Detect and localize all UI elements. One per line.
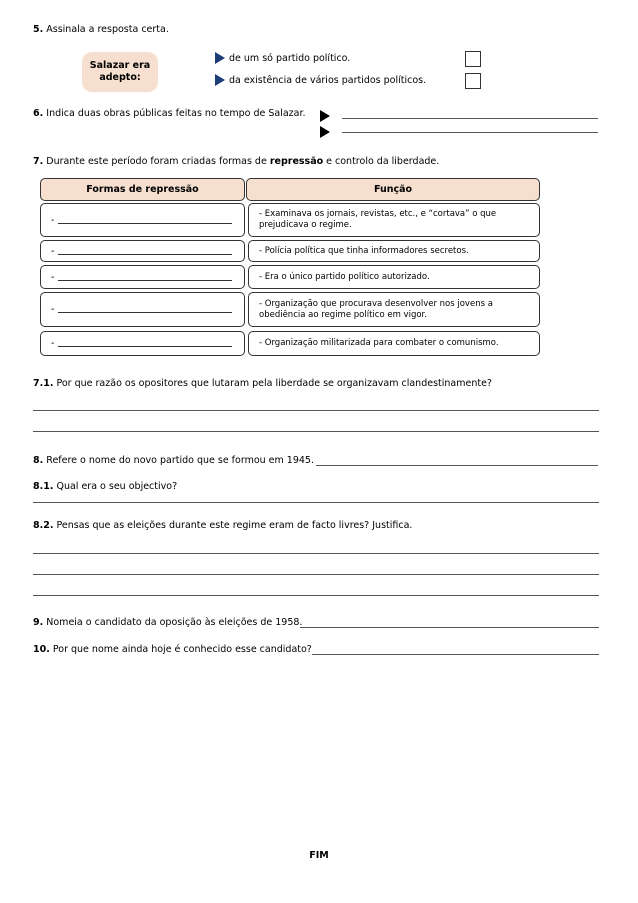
question-7 — [33, 156, 439, 167]
question-text: Pensas que as eleições durante este regime eram de facto livres? Justifica. — [56, 520, 413, 531]
question-number: 10. — [33, 644, 50, 655]
question-text-bold: repressão — [269, 156, 324, 167]
question-number: 8.1. — [33, 481, 54, 492]
question-text: Por que nome ainda hoje é conhecido esse candidato? — [52, 644, 312, 655]
dash-marker: - — [51, 214, 55, 226]
question-number: 7. — [33, 156, 44, 167]
question-text: Nomeia o candidato da oposição às eleições de 1958. — [46, 617, 303, 628]
table-row-function-cell — [248, 331, 540, 356]
question-text: Refere o nome do novo partido que se formou em 1945. — [46, 455, 315, 466]
option-2-checkbox[interactable] — [465, 73, 481, 89]
answer-line[interactable] — [33, 431, 599, 432]
question-number: 8. — [33, 455, 44, 466]
question-8 — [33, 455, 314, 466]
answer-line[interactable] — [312, 654, 599, 655]
page-footer: FIM — [309, 850, 329, 861]
question-text: Qual era o seu objectivo? — [56, 481, 178, 492]
question-text: Assinala a resposta certa. — [46, 24, 169, 35]
table-row-function-cell — [248, 203, 540, 237]
table-row-function-cell — [248, 240, 540, 262]
question-8-2 — [33, 520, 412, 531]
function-text: - Polícia política que tinha informadores secretos. — [259, 245, 469, 256]
function-text: - Organização que procurava desenvolver nos jovens a obediência ao regime político em vigor. — [259, 298, 493, 320]
answer-line[interactable] — [58, 346, 232, 347]
question-number: 7.1. — [33, 378, 54, 389]
question-9 — [33, 617, 302, 628]
table-row-form-cell[interactable] — [40, 292, 245, 327]
table-row-form-cell[interactable] — [40, 331, 245, 356]
triangle-bullet-icon — [215, 52, 225, 64]
answer-line[interactable] — [58, 280, 232, 281]
triangle-bullet-icon — [215, 74, 225, 86]
answer-line[interactable] — [33, 553, 599, 554]
answer-line[interactable] — [33, 574, 599, 575]
answer-line[interactable] — [58, 312, 232, 313]
answer-line[interactable] — [33, 502, 599, 503]
answer-line[interactable] — [342, 132, 598, 133]
triangle-bullet-icon — [320, 126, 330, 138]
function-text: - Organização militarizada para combater o comunismo. — [259, 338, 499, 348]
table-row-form-cell[interactable] — [40, 203, 245, 237]
question-10 — [33, 644, 312, 655]
answer-line[interactable] — [342, 118, 598, 119]
answer-line[interactable] — [58, 254, 232, 255]
question-number: 6. — [33, 108, 44, 119]
dash-marker: - — [51, 271, 55, 283]
question-text-before: Durante este período foram criadas formas de — [46, 156, 270, 167]
answer-line[interactable] — [300, 627, 599, 628]
function-text: - Examinava os jornais, revistas, etc., e “cortava” o que prejudicava o regime. — [259, 209, 497, 230]
answer-line[interactable] — [316, 465, 598, 466]
question-number: 5. — [33, 24, 44, 35]
question-text-after: e controlo da liberdade. — [323, 156, 440, 167]
dash-marker: - — [51, 338, 55, 349]
question-number: 9. — [33, 617, 44, 628]
option-2-label: da existência de vários partidos políticos. — [229, 75, 427, 86]
dash-marker: - — [51, 304, 55, 315]
triangle-bullet-icon — [320, 110, 330, 122]
dash-marker: - — [51, 245, 55, 257]
table-row-function-cell — [248, 292, 540, 327]
question-5 — [33, 24, 169, 35]
answer-line[interactable] — [33, 410, 599, 411]
table-row-form-cell[interactable] — [40, 240, 245, 262]
question-text: Indica duas obras públicas feitas no tempo de Salazar. — [46, 108, 306, 119]
option-1-checkbox[interactable] — [465, 51, 481, 67]
table-row-function-cell — [248, 265, 540, 289]
question-number: 8.2. — [33, 520, 54, 531]
answer-line[interactable] — [58, 223, 232, 224]
answer-line[interactable] — [33, 595, 599, 596]
option-1-label: de um só partido político. — [229, 53, 351, 64]
table-header-function: Função — [246, 178, 540, 201]
table-row-form-cell[interactable] — [40, 265, 245, 289]
question-text: Por que razão os opositores que lutaram pela liberdade se organizavam clandestinamente? — [56, 378, 492, 389]
hint-line-1: Salazar era — [89, 60, 151, 71]
function-text: - Era o único partido político autorizado. — [259, 271, 430, 282]
question-7-1 — [33, 378, 492, 389]
hint-box — [82, 52, 158, 92]
hint-line-2: adepto: — [99, 72, 141, 83]
question-8-1 — [33, 481, 177, 492]
question-6 — [33, 108, 306, 119]
table-header-forms: Formas de repressão — [40, 178, 245, 201]
